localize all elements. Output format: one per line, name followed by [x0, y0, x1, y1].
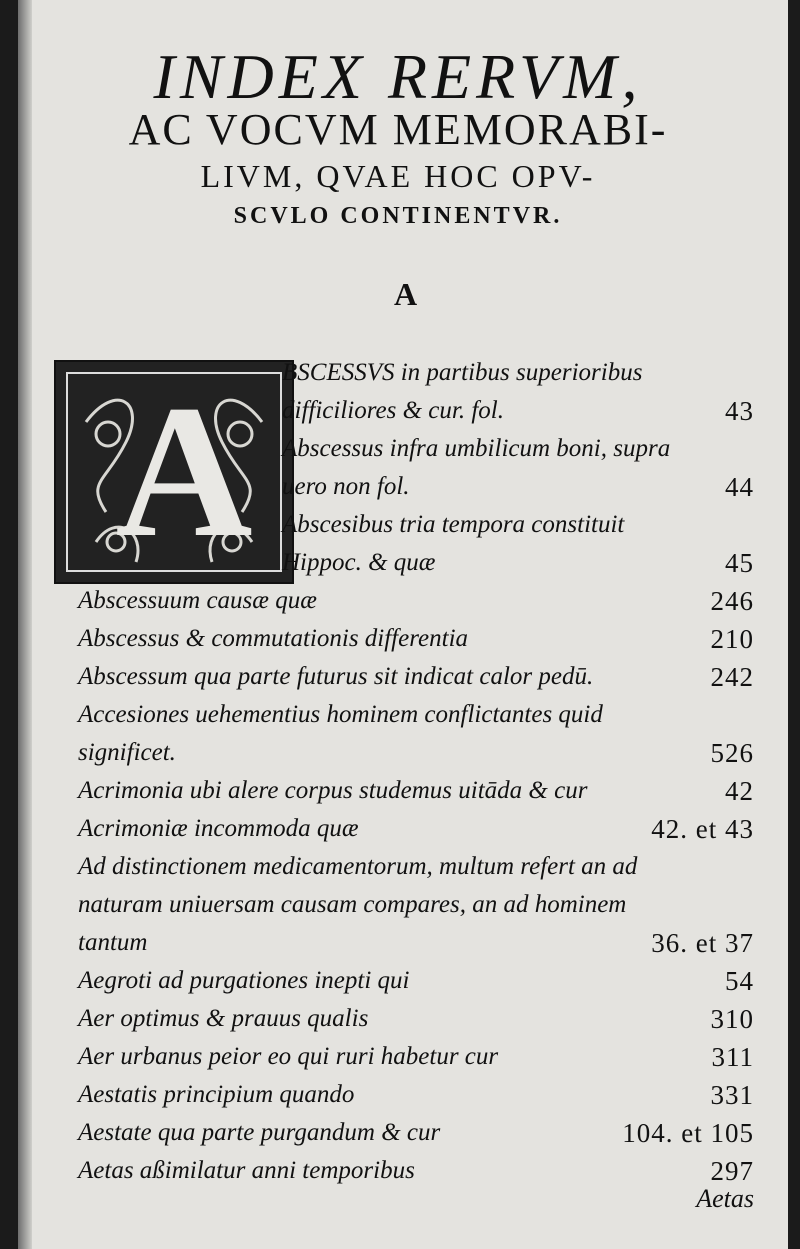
index-entry-page: 42 — [725, 776, 754, 806]
index-entry-page: 54 — [725, 966, 754, 996]
decorated-initial-letter: A — [115, 367, 253, 577]
index-entry — [78, 1038, 754, 1076]
index-entries — [78, 354, 754, 1190]
index-entry-page: 36. et 37 — [651, 928, 754, 958]
index-entry-text: Aegroti ad purgationes inepti qui — [78, 967, 410, 994]
index-entry — [78, 620, 754, 658]
index-entry — [78, 1114, 754, 1152]
index-title-line-4: SCVLO CONTINENTVR. — [233, 203, 563, 229]
index-entry-text: Abscessus & commutationis differentia — [78, 625, 469, 652]
index-entry-page: 42. et 43 — [651, 814, 754, 844]
index-entry-text: BSCESSVS in partibus superioribus difficiliores & cur. fol. — [282, 359, 643, 424]
index-entry-text: Aer optimus & prauus qualis — [78, 1005, 369, 1032]
index-entry — [78, 658, 754, 696]
index-entry — [78, 962, 754, 1000]
index-entry-text: Abscesibus tria tempora constituit Hippoc. & quæ — [282, 511, 625, 576]
index-entry — [78, 772, 754, 810]
index-entry-text: Aestatis principium quando — [78, 1081, 355, 1108]
index-entry-page: 526 — [710, 738, 754, 768]
index-entry-page: 104. et 105 — [622, 1118, 754, 1148]
index-entry — [78, 506, 754, 582]
index-entry-page: 242 — [710, 662, 754, 692]
index-entry-page: 43 — [725, 396, 754, 426]
index-entry-page: 45 — [725, 548, 754, 578]
index-entry — [78, 810, 754, 848]
index-entry-page: 44 — [725, 472, 754, 502]
index-entry-page: 331 — [710, 1080, 754, 1110]
index-entry-text: Aetas aßimilatur anni temporibus — [78, 1157, 415, 1184]
index-entry-text: Abscessum qua parte futurus sit indicat calor pedū. — [78, 663, 594, 690]
index-entry-text: Aer urbanus peior eo qui ruri habetur cur — [78, 1043, 499, 1070]
index-entry — [78, 1000, 754, 1038]
index-entry-text: Aestate qua parte purgandum & cur — [78, 1119, 441, 1146]
index-entry-text: Accesiones uehementius hominem conflictantes quid significet. — [78, 701, 603, 766]
index-entry-page: 246 — [710, 586, 754, 616]
index-entry-page: 310 — [710, 1004, 754, 1034]
section-letter: A — [394, 276, 418, 312]
index-title-line-3: LIVM, QVAE HOC OPV- — [200, 158, 596, 194]
index-title: INDEX RERVM, — [153, 41, 643, 112]
index-page — [18, 0, 788, 1249]
index-entry — [78, 582, 754, 620]
catchword: Aetas — [696, 1184, 754, 1213]
index-entry — [78, 848, 754, 962]
index-entry-text: Acrimoniæ incommoda quæ — [78, 815, 359, 842]
index-entry-text: Abscessuum causæ quæ — [78, 587, 317, 614]
index-title-line-2: AC VOCVM MEMORABI- — [128, 105, 668, 154]
index-entry — [78, 696, 754, 772]
index-entry-page: 311 — [711, 1042, 754, 1072]
index-entry — [78, 1152, 754, 1190]
index-entry-text: Ad distinctionem medicamentorum, multum refert an ad naturam uniuersam causam compares, an ad hominem tantum — [78, 853, 638, 956]
index-entry-page: 210 — [710, 624, 754, 654]
index-entry-text: Abscessus infra umbilicum boni, supra uero non fol. — [282, 435, 671, 500]
index-entry-text: Acrimonia ubi alere corpus studemus uitāda & cur — [78, 777, 588, 804]
index-entry — [78, 354, 754, 430]
index-entry — [78, 1076, 754, 1114]
index-entry-page: 297 — [710, 1156, 754, 1186]
index-entry — [78, 430, 754, 506]
